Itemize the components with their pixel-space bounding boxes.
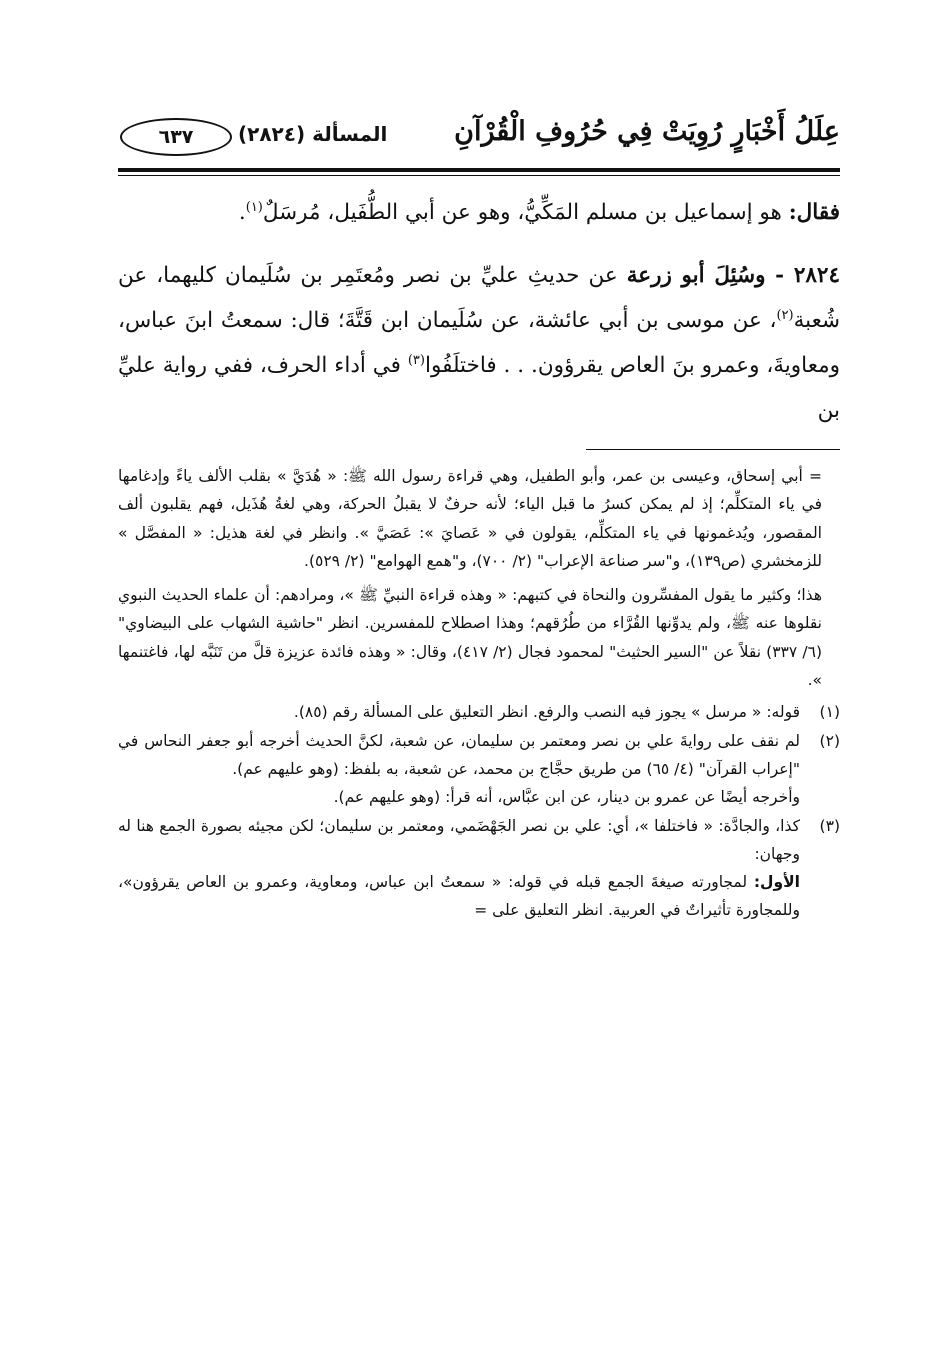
page-number: ٦٣٧ (120, 118, 232, 156)
answer-text: هو إسماعيل بن مسلم المَكِّيُّ، وهو عن أبي الطُّفَيل، مُرسَلٌ (262, 200, 782, 225)
footnote-continuation-2: هذا؛ وكثير ما يقول المفسِّرون والنحاة في كتبهم: « وهذه قراءة النبيِّ ﷺ »، ومرادهم: أن علماء الحديث النبوي نقلوها عنه ﷺ، ولم يدوِّنها القُرَّاء من طُرُقهم؛ وهذا اصطلاح للمفسرين. انظر "حاشية الشهاب على البيضاوي" (٦/ ٣٣٧) نقلاً عن "السير الحثيث" لمحمود فجال (٢/ ٤١٧)، وقال: « وهذه فائدة عزيزة قلَّ من تَنَبَّه لها، فاغتنمها ». (118, 586, 822, 690)
footnote-3-lead: الأول: (753, 873, 800, 892)
issue-text-a: عن حديثِ عليِّ بن نصر ومُعتَمِر بن سُلَيمان كليهما، عن شُعبة (118, 263, 840, 333)
footnote-3-text-b (118, 868, 800, 925)
footnote-3-marker: (٣) (819, 816, 840, 835)
footnote-ref-1: (١) (245, 199, 263, 215)
answer-end: . (238, 200, 246, 225)
footnote-continuation-1: = أبي إسحاق، وعيسى بن عمر، وأبو الطفيل، وهي قراءة رسول الله ﷺ: « هُدَيَّ » بقلب الألف ياءً وإدغامها في ياء المتكلِّم؛ إذ لم يمكن كسرُ ما قبل الياء؛ لأنه حرفٌ لا يقبلُ الحركة، وهي لغةُ هُذَيل، فهم يقلبون ألف المقصور، ويُدغمونها في ياء المتكلِّم، يقولون في « عَصايَ »: عَصَيَّ ». وانظر في لغة هذيل: « المفصَّل » للزمخشري (ص١٣٩)، و"سر صناعة الإعراب" (٢/ ٧٠٠)، و"همع الهوامع" (٢/ ٥٢٩). (118, 467, 822, 570)
issue-text-b: ، عن موسى بن أبي عائشة، عن سُلَيمان ابن قَتَّةَ؛ قال: سمعتُ ابنَ عباس، ومعاويةَ، وعمرو بنَ العاص يقرؤون. . . فاختلَفُوا (118, 308, 840, 378)
issue-number-lead: ٢٨٢٤ - وسُئِلَ أبو زرعة (626, 263, 841, 288)
answer-lead: فقال: (788, 200, 840, 225)
paragraph-issue (118, 253, 840, 433)
footnote-separator-wrap (118, 433, 840, 450)
footnote-2-marker: (٢) (819, 731, 840, 750)
footnote-ref-3: (٣) (407, 352, 425, 368)
page-header (118, 112, 840, 164)
running-title: عِلَلُ أَخْبَارٍ رُوِيَتْ فِي حُرُوفِ الْقُرْآنِ (454, 116, 840, 147)
footnote-ref-2: (٢) (776, 307, 794, 323)
issue-label: المسألة (٢٨٢٤) (238, 122, 388, 146)
book-page (118, 112, 840, 925)
footnote-separator (586, 449, 840, 450)
footnote-1-marker: (١) (819, 703, 840, 722)
footnote-3-text-a: كذا، والجادَّة: « فاختلفا »، أي: علي بن نصر الجَهْضَمي، ومعتمر بن سليمان؛ لكن مجيئه بصورة الجمع هنا له وجهان: (118, 816, 800, 863)
footnote-1 (118, 698, 840, 726)
issue-text-c: في أداء الحرف، ففي رواية عليِّ بن (118, 353, 840, 423)
footnote-2-text-b: وأخرجه أيضًا عن عمرو بن دينار، عن ابن عبَّاس، أنه قرأ: (وهو عليهم عم). (333, 788, 800, 807)
header-rule-thin (118, 175, 840, 176)
main-text (118, 190, 840, 433)
footnotes (118, 462, 840, 925)
footnote-1-text: قوله: « مرسل » يجوز فيه النصب والرفع. انظر التعليق على المسألة رقم (٨٥). (293, 703, 800, 722)
footnote-3 (118, 812, 840, 925)
footnote-3-text-b-body: لمجاورته صيغةَ الجمع قبله في قوله: « سمعتُ ابن عباس، ومعاوية، وعمرو بن العاص يقرؤون»، وللمجاورة تأثيراتٌ في العربية. انظر التعليق على = (118, 873, 800, 920)
footnote-2-text-a: لم نقف على روايةَ علي بن نصر ومعتمر بن سليمان، عن شعبة، لكنَّ الحديث أخرجه أبو جعفر النحاس في "إعراب القرآن" (٤/ ٦٥) من طريق حجَّاج بن محمد، عن شعبة، به بلفظ: (وهو عليهم عم). (118, 731, 800, 778)
paragraph-answer (118, 190, 840, 235)
footnote-2 (118, 727, 840, 812)
header-rule-thick (118, 168, 840, 172)
